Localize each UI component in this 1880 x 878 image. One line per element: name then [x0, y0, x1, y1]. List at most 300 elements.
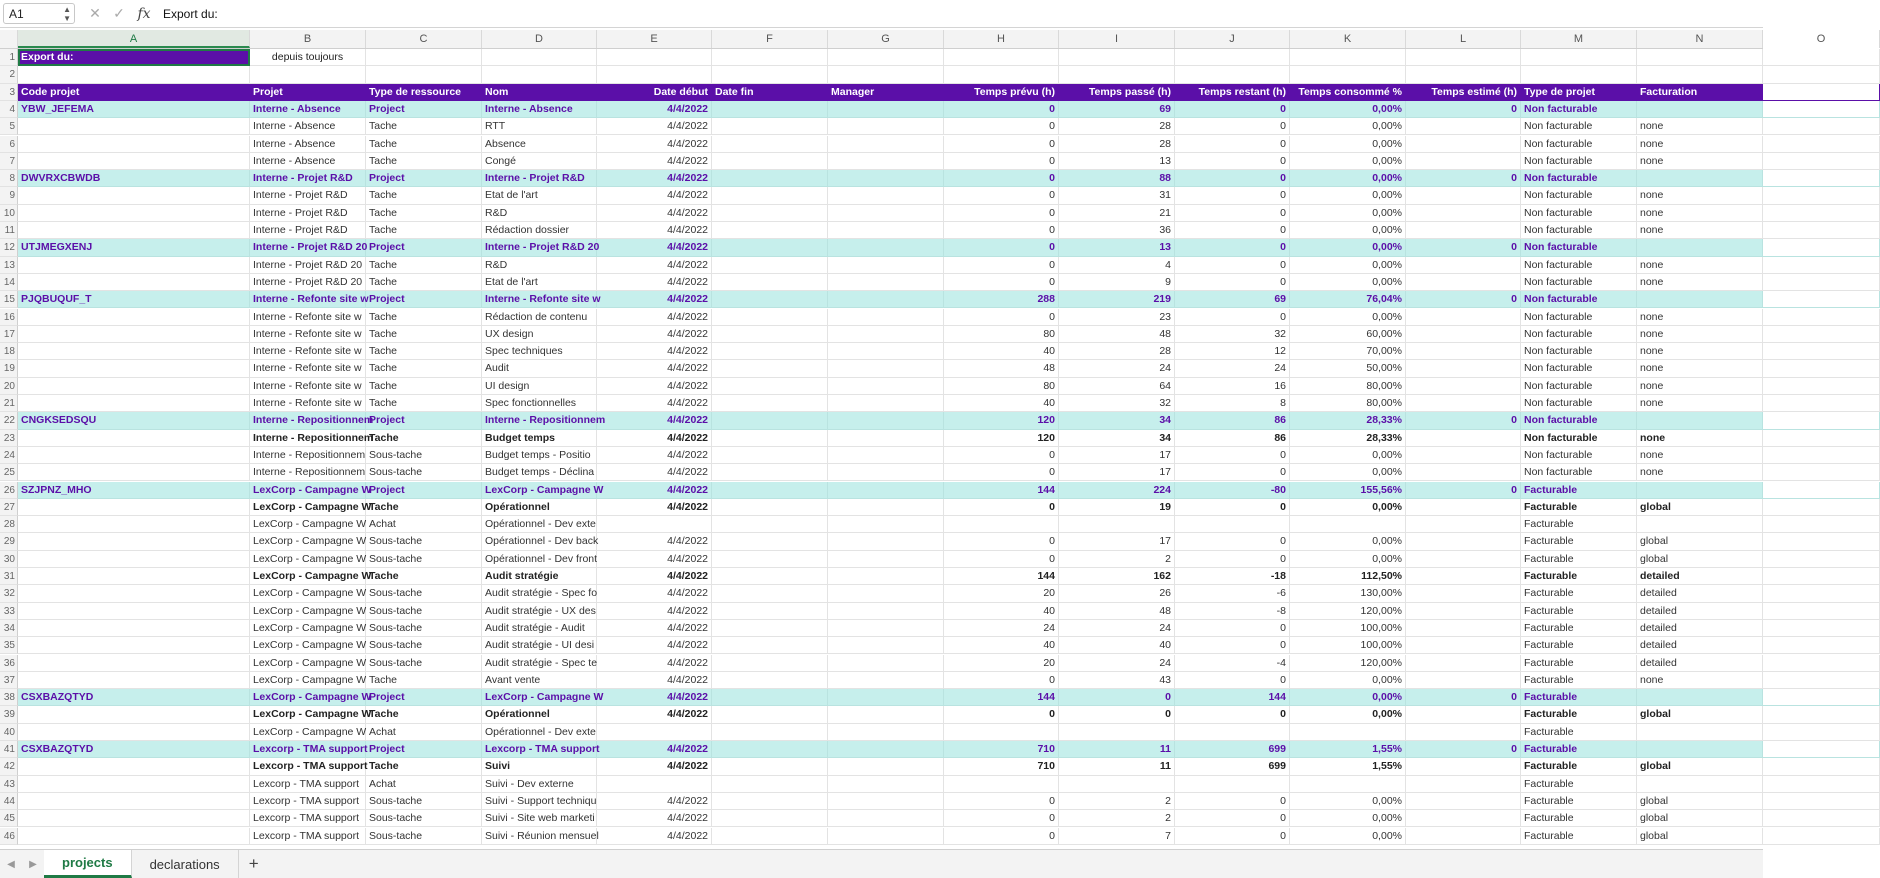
cell-c31[interactable]: Tache — [366, 568, 482, 585]
cell-c19[interactable]: Tache — [366, 360, 482, 377]
cell-k2[interactable] — [1290, 66, 1406, 83]
cell-b29[interactable]: LexCorp - Campagne W — [250, 533, 366, 550]
cell-n28[interactable] — [1637, 516, 1763, 533]
cell-d31[interactable]: Audit stratégie — [482, 568, 597, 585]
cell-c18[interactable]: Tache — [366, 343, 482, 360]
cell-o2[interactable] — [1763, 66, 1880, 83]
column-header-f[interactable]: F — [712, 30, 828, 48]
cell-f35[interactable] — [712, 637, 828, 654]
row-number[interactable]: 21 — [0, 395, 18, 412]
cell-b5[interactable]: Interne - Absence — [250, 118, 366, 135]
cell-l23[interactable] — [1406, 430, 1521, 447]
cell-e15[interactable]: 4/4/2022 — [597, 291, 712, 308]
cell-e28[interactable] — [597, 516, 712, 533]
cell-e30[interactable]: 4/4/2022 — [597, 551, 712, 568]
cell-c28[interactable]: Achat — [366, 516, 482, 533]
cell-d35[interactable]: Audit stratégie - UI desi — [482, 637, 597, 654]
cell-g10[interactable] — [828, 205, 944, 222]
cell-o46[interactable] — [1763, 828, 1880, 845]
cell-a45[interactable] — [18, 810, 250, 827]
row-number[interactable]: 16 — [0, 309, 18, 326]
cell-g25[interactable] — [828, 464, 944, 481]
cell-n5[interactable]: none — [1637, 118, 1763, 135]
cell-m22[interactable]: Non facturable — [1521, 412, 1637, 429]
cell-g45[interactable] — [828, 810, 944, 827]
sheet-tab-declarations[interactable]: declarations — [132, 850, 239, 878]
cell-f5[interactable] — [712, 118, 828, 135]
row-number[interactable]: 46 — [0, 828, 18, 845]
cell-j5[interactable]: 0 — [1175, 118, 1290, 135]
cell-e27[interactable]: 4/4/2022 — [597, 499, 712, 516]
cell-a39[interactable] — [18, 706, 250, 723]
cell-n41[interactable] — [1637, 741, 1763, 758]
cell-o23[interactable] — [1763, 430, 1880, 447]
cell-i20[interactable]: 64 — [1059, 378, 1175, 395]
cell-k25[interactable]: 0,00% — [1290, 464, 1406, 481]
cell-j18[interactable]: 12 — [1175, 343, 1290, 360]
cell-m33[interactable]: Facturable — [1521, 603, 1637, 620]
cell-j46[interactable]: 0 — [1175, 828, 1290, 845]
cell-a36[interactable] — [18, 655, 250, 672]
cell-n9[interactable]: none — [1637, 187, 1763, 204]
cell-e42[interactable]: 4/4/2022 — [597, 758, 712, 775]
formula-input[interactable]: Export du: — [163, 6, 218, 21]
cell-a2[interactable] — [18, 66, 250, 83]
cell-g39[interactable] — [828, 706, 944, 723]
cell-g41[interactable] — [828, 741, 944, 758]
cell-n18[interactable]: none — [1637, 343, 1763, 360]
cell-k27[interactable]: 0,00% — [1290, 499, 1406, 516]
cell-k10[interactable]: 0,00% — [1290, 205, 1406, 222]
column-header-d[interactable]: D — [482, 30, 597, 48]
cell-m11[interactable]: Non facturable — [1521, 222, 1637, 239]
cell-m18[interactable]: Non facturable — [1521, 343, 1637, 360]
cell-n1[interactable] — [1637, 49, 1763, 66]
cell-e11[interactable]: 4/4/2022 — [597, 222, 712, 239]
cell-l34[interactable] — [1406, 620, 1521, 637]
cell-j36[interactable]: -4 — [1175, 655, 1290, 672]
cell-d1[interactable] — [482, 49, 597, 66]
cell-h5[interactable]: 0 — [944, 118, 1059, 135]
cell-o13[interactable] — [1763, 257, 1880, 274]
cell-k22[interactable]: 28,33% — [1290, 412, 1406, 429]
cell-m23[interactable]: Non facturable — [1521, 430, 1637, 447]
prev-sheet-icon[interactable]: ◀ — [7, 858, 15, 870]
cell-i17[interactable]: 48 — [1059, 326, 1175, 343]
cell-l24[interactable] — [1406, 447, 1521, 464]
cell-g17[interactable] — [828, 326, 944, 343]
cell-n31[interactable]: detailed — [1637, 568, 1763, 585]
row-number[interactable]: 32 — [0, 585, 18, 602]
cell-b7[interactable]: Interne - Absence — [250, 153, 366, 170]
cell-l22[interactable]: 0 — [1406, 412, 1521, 429]
cell-n45[interactable]: global — [1637, 810, 1763, 827]
cell-k11[interactable]: 0,00% — [1290, 222, 1406, 239]
cell-g13[interactable] — [828, 257, 944, 274]
cell-k21[interactable]: 80,00% — [1290, 395, 1406, 412]
row-number[interactable]: 30 — [0, 551, 18, 568]
cell-h32[interactable]: 20 — [944, 585, 1059, 602]
cell-b34[interactable]: LexCorp - Campagne W — [250, 620, 366, 637]
cell-j34[interactable]: 0 — [1175, 620, 1290, 637]
cell-i45[interactable]: 2 — [1059, 810, 1175, 827]
cell-g23[interactable] — [828, 430, 944, 447]
cell-n4[interactable] — [1637, 101, 1763, 118]
cell-n26[interactable] — [1637, 482, 1763, 499]
cell-j11[interactable]: 0 — [1175, 222, 1290, 239]
cell-f2[interactable] — [712, 66, 828, 83]
cell-a11[interactable] — [18, 222, 250, 239]
column-header-b[interactable]: B — [250, 30, 366, 48]
cell-f10[interactable] — [712, 205, 828, 222]
cell-e25[interactable]: 4/4/2022 — [597, 464, 712, 481]
cell-m2[interactable] — [1521, 66, 1637, 83]
cell-c29[interactable]: Sous-tache — [366, 533, 482, 550]
cell-i31[interactable]: 162 — [1059, 568, 1175, 585]
cell-a35[interactable] — [18, 637, 250, 654]
cell-d38[interactable]: LexCorp - Campagne W — [482, 689, 597, 706]
cell-o3[interactable]: B — [1763, 84, 1880, 101]
cell-m25[interactable]: Non facturable — [1521, 464, 1637, 481]
cell-g24[interactable] — [828, 447, 944, 464]
cell-e23[interactable]: 4/4/2022 — [597, 430, 712, 447]
cell-h25[interactable]: 0 — [944, 464, 1059, 481]
cell-e21[interactable]: 4/4/2022 — [597, 395, 712, 412]
cell-f22[interactable] — [712, 412, 828, 429]
cell-g27[interactable] — [828, 499, 944, 516]
cell-c12[interactable]: Project — [366, 239, 482, 256]
cell-i7[interactable]: 13 — [1059, 153, 1175, 170]
cell-h37[interactable]: 0 — [944, 672, 1059, 689]
cell-h11[interactable]: 0 — [944, 222, 1059, 239]
cell-h44[interactable]: 0 — [944, 793, 1059, 810]
cell-h14[interactable]: 0 — [944, 274, 1059, 291]
cell-c21[interactable]: Tache — [366, 395, 482, 412]
cell-g46[interactable] — [828, 828, 944, 845]
cell-m40[interactable]: Facturable — [1521, 724, 1637, 741]
cell-f6[interactable] — [712, 136, 828, 153]
row-number[interactable]: 26 — [0, 482, 18, 499]
cell-i38[interactable]: 0 — [1059, 689, 1175, 706]
cell-e3[interactable]: Date début — [597, 84, 712, 101]
cell-a17[interactable] — [18, 326, 250, 343]
cell-a28[interactable] — [18, 516, 250, 533]
cell-n37[interactable]: none — [1637, 672, 1763, 689]
cell-e45[interactable]: 4/4/2022 — [597, 810, 712, 827]
cell-o1[interactable] — [1763, 49, 1880, 66]
cell-a44[interactable] — [18, 793, 250, 810]
cell-n8[interactable] — [1637, 170, 1763, 187]
cell-n20[interactable]: none — [1637, 378, 1763, 395]
cell-m37[interactable]: Facturable — [1521, 672, 1637, 689]
cell-a15[interactable]: PJQBUQUF_T — [18, 291, 250, 308]
cell-l26[interactable]: 0 — [1406, 482, 1521, 499]
cell-f42[interactable] — [712, 758, 828, 775]
cell-d46[interactable]: Suivi - Réunion mensuel — [482, 828, 597, 845]
cell-c36[interactable]: Sous-tache — [366, 655, 482, 672]
cell-f40[interactable] — [712, 724, 828, 741]
cell-i29[interactable]: 17 — [1059, 533, 1175, 550]
cell-j33[interactable]: -8 — [1175, 603, 1290, 620]
cell-o18[interactable] — [1763, 343, 1880, 360]
cell-e8[interactable]: 4/4/2022 — [597, 170, 712, 187]
cell-a34[interactable] — [18, 620, 250, 637]
column-header-h[interactable]: H — [944, 30, 1059, 48]
cell-i3[interactable]: Temps passé (h) — [1059, 84, 1175, 101]
cell-m28[interactable]: Facturable — [1521, 516, 1637, 533]
cell-j38[interactable]: 144 — [1175, 689, 1290, 706]
cell-l20[interactable] — [1406, 378, 1521, 395]
cell-b35[interactable]: LexCorp - Campagne W — [250, 637, 366, 654]
cell-i35[interactable]: 40 — [1059, 637, 1175, 654]
cell-m34[interactable]: Facturable — [1521, 620, 1637, 637]
cell-b10[interactable]: Interne - Projet R&D — [250, 205, 366, 222]
cell-j17[interactable]: 32 — [1175, 326, 1290, 343]
cell-n13[interactable]: none — [1637, 257, 1763, 274]
cell-a22[interactable]: CNGKSEDSQU — [18, 412, 250, 429]
cell-m24[interactable]: Non facturable — [1521, 447, 1637, 464]
row-number[interactable]: 17 — [0, 326, 18, 343]
cell-n14[interactable]: none — [1637, 274, 1763, 291]
cell-b45[interactable]: Lexcorp - TMA support — [250, 810, 366, 827]
cell-b26[interactable]: LexCorp - Campagne W — [250, 482, 366, 499]
name-box-stepper-icon[interactable]: ▲ ▼ — [63, 5, 71, 23]
cell-b9[interactable]: Interne - Projet R&D — [250, 187, 366, 204]
cell-l39[interactable] — [1406, 706, 1521, 723]
cell-g2[interactable] — [828, 66, 944, 83]
cell-d36[interactable]: Audit stratégie - Spec te — [482, 655, 597, 672]
row-number[interactable]: 4 — [0, 101, 18, 118]
column-header-g[interactable]: G — [828, 30, 944, 48]
cell-j30[interactable]: 0 — [1175, 551, 1290, 568]
cell-g20[interactable] — [828, 378, 944, 395]
cell-k35[interactable]: 100,00% — [1290, 637, 1406, 654]
cell-l13[interactable] — [1406, 257, 1521, 274]
cell-c25[interactable]: Sous-tache — [366, 464, 482, 481]
cell-g8[interactable] — [828, 170, 944, 187]
cell-f23[interactable] — [712, 430, 828, 447]
cell-j42[interactable]: 699 — [1175, 758, 1290, 775]
cell-n38[interactable] — [1637, 689, 1763, 706]
cell-b11[interactable]: Interne - Projet R&D — [250, 222, 366, 239]
cell-i4[interactable]: 69 — [1059, 101, 1175, 118]
cell-o16[interactable] — [1763, 309, 1880, 326]
cell-b21[interactable]: Interne - Refonte site w — [250, 395, 366, 412]
cell-k9[interactable]: 0,00% — [1290, 187, 1406, 204]
column-header-j[interactable]: J — [1175, 30, 1290, 48]
cell-i6[interactable]: 28 — [1059, 136, 1175, 153]
cell-j16[interactable]: 0 — [1175, 309, 1290, 326]
cell-f13[interactable] — [712, 257, 828, 274]
cell-d37[interactable]: Avant vente — [482, 672, 597, 689]
cell-k16[interactable]: 0,00% — [1290, 309, 1406, 326]
cell-d2[interactable] — [482, 66, 597, 83]
cell-h24[interactable]: 0 — [944, 447, 1059, 464]
cell-h18[interactable]: 40 — [944, 343, 1059, 360]
cell-o14[interactable] — [1763, 274, 1880, 291]
cell-i9[interactable]: 31 — [1059, 187, 1175, 204]
cell-k40[interactable] — [1290, 724, 1406, 741]
cell-d22[interactable]: Interne - Repositionnem — [482, 412, 597, 429]
cell-d27[interactable]: Opérationnel — [482, 499, 597, 516]
cell-k6[interactable]: 0,00% — [1290, 136, 1406, 153]
cell-l21[interactable] — [1406, 395, 1521, 412]
cell-d18[interactable]: Spec techniques — [482, 343, 597, 360]
cell-f25[interactable] — [712, 464, 828, 481]
cell-a25[interactable] — [18, 464, 250, 481]
cell-k24[interactable]: 0,00% — [1290, 447, 1406, 464]
cell-a41[interactable]: CSXBAZQTYD — [18, 741, 250, 758]
cell-k34[interactable]: 100,00% — [1290, 620, 1406, 637]
cell-d24[interactable]: Budget temps - Positio — [482, 447, 597, 464]
cell-o44[interactable] — [1763, 793, 1880, 810]
cell-j2[interactable] — [1175, 66, 1290, 83]
cell-i32[interactable]: 26 — [1059, 585, 1175, 602]
cell-n36[interactable]: detailed — [1637, 655, 1763, 672]
cell-k45[interactable]: 0,00% — [1290, 810, 1406, 827]
cell-i46[interactable]: 7 — [1059, 828, 1175, 845]
cell-d32[interactable]: Audit stratégie - Spec fo — [482, 585, 597, 602]
cell-h10[interactable]: 0 — [944, 205, 1059, 222]
cell-d19[interactable]: Audit — [482, 360, 597, 377]
cell-m6[interactable]: Non facturable — [1521, 136, 1637, 153]
cell-d11[interactable]: Rédaction dossier — [482, 222, 597, 239]
cell-a23[interactable] — [18, 430, 250, 447]
cell-o34[interactable] — [1763, 620, 1880, 637]
cell-a7[interactable] — [18, 153, 250, 170]
cell-n39[interactable]: global — [1637, 706, 1763, 723]
cell-h38[interactable]: 144 — [944, 689, 1059, 706]
cell-b4[interactable]: Interne - Absence — [250, 101, 366, 118]
column-header-e[interactable]: E — [597, 30, 712, 48]
cell-d25[interactable]: Budget temps - Déclina — [482, 464, 597, 481]
cell-d42[interactable]: Suivi — [482, 758, 597, 775]
cell-d34[interactable]: Audit stratégie - Audit — [482, 620, 597, 637]
cell-i41[interactable]: 11 — [1059, 741, 1175, 758]
cell-k13[interactable]: 0,00% — [1290, 257, 1406, 274]
cell-m12[interactable]: Non facturable — [1521, 239, 1637, 256]
select-all-corner[interactable] — [0, 30, 18, 48]
row-number[interactable]: 3 — [0, 84, 18, 101]
cell-b18[interactable]: Interne - Refonte site w — [250, 343, 366, 360]
cell-l17[interactable] — [1406, 326, 1521, 343]
cell-a20[interactable] — [18, 378, 250, 395]
cell-i15[interactable]: 219 — [1059, 291, 1175, 308]
cell-a16[interactable] — [18, 309, 250, 326]
cell-a10[interactable] — [18, 205, 250, 222]
cell-m16[interactable]: Non facturable — [1521, 309, 1637, 326]
cell-h30[interactable]: 0 — [944, 551, 1059, 568]
cell-a9[interactable] — [18, 187, 250, 204]
function-icon[interactable]: fx — [137, 5, 151, 22]
cell-e12[interactable]: 4/4/2022 — [597, 239, 712, 256]
cell-f8[interactable] — [712, 170, 828, 187]
cell-c10[interactable]: Tache — [366, 205, 482, 222]
column-header-a[interactable]: A — [18, 30, 250, 48]
cell-m32[interactable]: Facturable — [1521, 585, 1637, 602]
cell-e39[interactable]: 4/4/2022 — [597, 706, 712, 723]
cell-m21[interactable]: Non facturable — [1521, 395, 1637, 412]
cell-e17[interactable]: 4/4/2022 — [597, 326, 712, 343]
cell-b28[interactable]: LexCorp - Campagne W — [250, 516, 366, 533]
cell-e4[interactable]: 4/4/2022 — [597, 101, 712, 118]
cell-n33[interactable]: detailed — [1637, 603, 1763, 620]
cell-h28[interactable] — [944, 516, 1059, 533]
cell-a37[interactable] — [18, 672, 250, 689]
check-icon[interactable]: ✓ — [113, 5, 125, 21]
cell-h15[interactable]: 288 — [944, 291, 1059, 308]
cell-h13[interactable]: 0 — [944, 257, 1059, 274]
cell-c24[interactable]: Sous-tache — [366, 447, 482, 464]
cell-k14[interactable]: 0,00% — [1290, 274, 1406, 291]
cell-c34[interactable]: Sous-tache — [366, 620, 482, 637]
cell-g34[interactable] — [828, 620, 944, 637]
cell-a26[interactable]: SZJPNZ_MHO — [18, 482, 250, 499]
cell-h19[interactable]: 48 — [944, 360, 1059, 377]
cell-m15[interactable]: Non facturable — [1521, 291, 1637, 308]
cell-j15[interactable]: 69 — [1175, 291, 1290, 308]
cell-g28[interactable] — [828, 516, 944, 533]
cell-e41[interactable]: 4/4/2022 — [597, 741, 712, 758]
cell-l18[interactable] — [1406, 343, 1521, 360]
cell-f26[interactable] — [712, 482, 828, 499]
cell-o32[interactable] — [1763, 585, 1880, 602]
cell-h4[interactable]: 0 — [944, 101, 1059, 118]
cell-j8[interactable]: 0 — [1175, 170, 1290, 187]
cell-i26[interactable]: 224 — [1059, 482, 1175, 499]
cell-o12[interactable] — [1763, 239, 1880, 256]
cell-f21[interactable] — [712, 395, 828, 412]
cell-l16[interactable] — [1406, 309, 1521, 326]
cell-o9[interactable] — [1763, 187, 1880, 204]
cell-i5[interactable]: 28 — [1059, 118, 1175, 135]
cell-f9[interactable] — [712, 187, 828, 204]
cell-i25[interactable]: 17 — [1059, 464, 1175, 481]
cell-n32[interactable]: detailed — [1637, 585, 1763, 602]
cell-d8[interactable]: Interne - Projet R&D — [482, 170, 597, 187]
cell-a38[interactable]: CSXBAZQTYD — [18, 689, 250, 706]
cell-c11[interactable]: Tache — [366, 222, 482, 239]
cell-k17[interactable]: 60,00% — [1290, 326, 1406, 343]
cell-l31[interactable] — [1406, 568, 1521, 585]
cell-b19[interactable]: Interne - Refonte site w — [250, 360, 366, 377]
cell-l43[interactable] — [1406, 776, 1521, 793]
cell-a3[interactable]: Code projet — [18, 84, 250, 101]
cell-k43[interactable] — [1290, 776, 1406, 793]
cell-k29[interactable]: 0,00% — [1290, 533, 1406, 550]
cell-j32[interactable]: -6 — [1175, 585, 1290, 602]
cell-b20[interactable]: Interne - Refonte site w — [250, 378, 366, 395]
cell-f4[interactable] — [712, 101, 828, 118]
row-number[interactable]: 6 — [0, 136, 18, 153]
cell-c40[interactable]: Achat — [366, 724, 482, 741]
cell-m36[interactable]: Facturable — [1521, 655, 1637, 672]
cell-f1[interactable] — [712, 49, 828, 66]
cell-g42[interactable] — [828, 758, 944, 775]
cell-k26[interactable]: 155,56% — [1290, 482, 1406, 499]
cell-g7[interactable] — [828, 153, 944, 170]
cell-l12[interactable]: 0 — [1406, 239, 1521, 256]
cell-l19[interactable] — [1406, 360, 1521, 377]
cell-o45[interactable] — [1763, 810, 1880, 827]
cell-h22[interactable]: 120 — [944, 412, 1059, 429]
cell-d14[interactable]: Etat de l'art — [482, 274, 597, 291]
cell-n44[interactable]: global — [1637, 793, 1763, 810]
cell-l6[interactable] — [1406, 136, 1521, 153]
cell-j1[interactable] — [1175, 49, 1290, 66]
cell-b16[interactable]: Interne - Refonte site w — [250, 309, 366, 326]
column-header-i[interactable]: I — [1059, 30, 1175, 48]
